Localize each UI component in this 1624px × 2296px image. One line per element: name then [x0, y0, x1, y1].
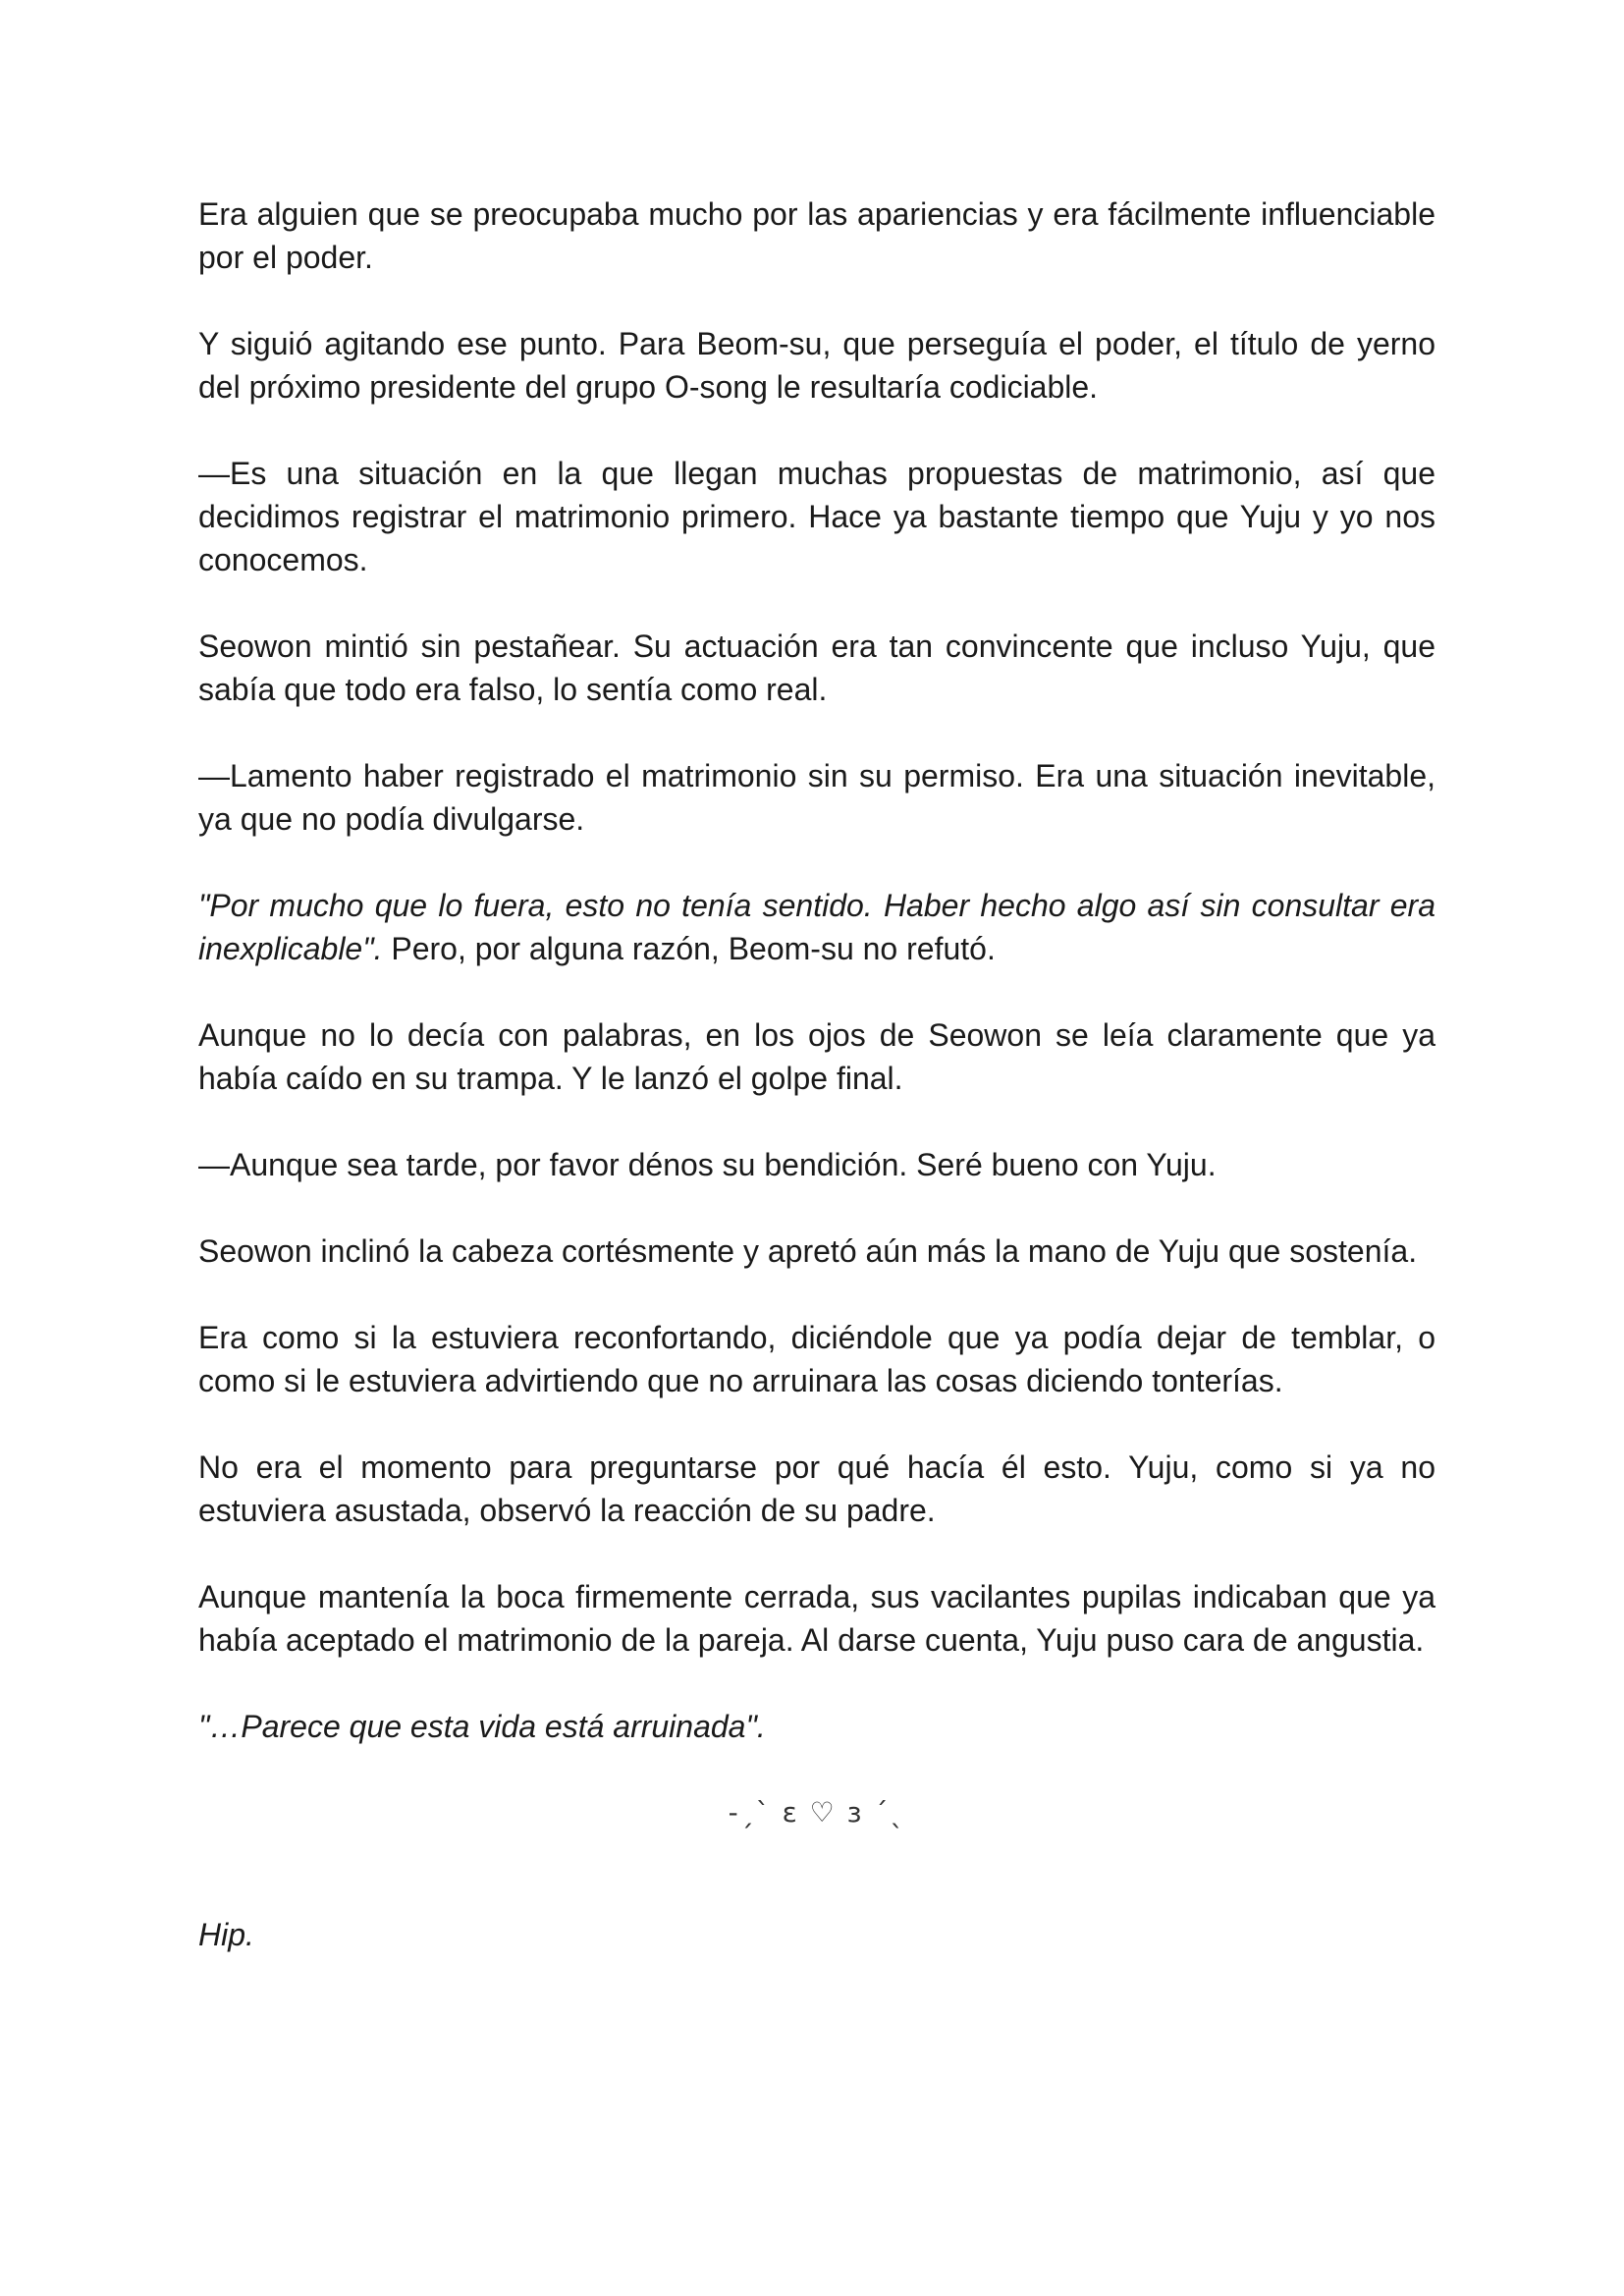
paragraph-3: —Es una situación en la que llegan muchas propuestas de matrimonio, así que decidimos registrar el matrimonio primero. Hace ya bastante tiempo que Yuju y yo nos conocemos. [198, 456, 1435, 577]
paragraph-2: Y siguió agitando ese punto. Para Beom-su, que perseguía el poder, el título de yerno del próximo presidente del grupo O-song le resultaría codiciable. [198, 326, 1435, 405]
paragraph-8: —Aunque sea tarde, por favor dénos su bendición. Seré bueno con Yuju. [198, 1147, 1217, 1182]
paragraph-4: Seowon mintió sin pestañear. Su actuación era tan convincente que incluso Yuju, que sabía que todo era falso, lo sentía como real. [198, 629, 1435, 707]
paragraph-6 [198, 884, 1435, 970]
paragraph-12: Aunque mantenía la boca firmemente cerrada, sus vacilantes pupilas indicaban que ya había aceptado el matrimonio de la pareja. Al darse cuenta, Yuju puso cara de angustia. [198, 1579, 1435, 1658]
paragraph-7: Aunque no lo decía con palabras, en los ojos de Seowon se leía claramente que ya había caído en su trampa. Y le lanzó el golpe final. [198, 1017, 1435, 1096]
paragraph-11: No era el momento para preguntarse por qué hacía él esto. Yuju, como si ya no estuviera asustada, observó la reacción de su padre. [198, 1449, 1435, 1528]
paragraph-5: —Lamento haber registrado el matrimonio sin su permiso. Era una situación inevitable, ya que no podía divulgarse. [198, 758, 1435, 837]
paragraph-1: Era alguien que se preocupaba mucho por las apariencias y era fácilmente influenciable por el poder. [198, 196, 1435, 275]
italic-quote-2: "…Parece que esta vida está arruinada". [198, 1709, 766, 1744]
italic-quote-1: "Por mucho que lo fuera, esto no tenía sentido. Haber hecho algo así sin consultar era inexplicable". [198, 888, 1435, 966]
document-page [198, 192, 1435, 1999]
after-quote-1: Pero, por alguna razón, Beom-su no refutó. [382, 931, 996, 966]
paragraph-10: Era como si la estuviera reconfortando, diciéndole que ya podía dejar de temblar, o como si le estuviera advirtiendo que no arruinara las cosas diciendo tonterías. [198, 1320, 1435, 1398]
final-word: Hip. [198, 1917, 254, 1952]
paragraph-9: Seowon inclinó la cabeza cortésmente y apretó aún más la mano de Yuju que sostenía. [198, 1233, 1418, 1269]
section-divider: -ˏˋ ε ♡ з ˊˎ [728, 1796, 906, 1829]
